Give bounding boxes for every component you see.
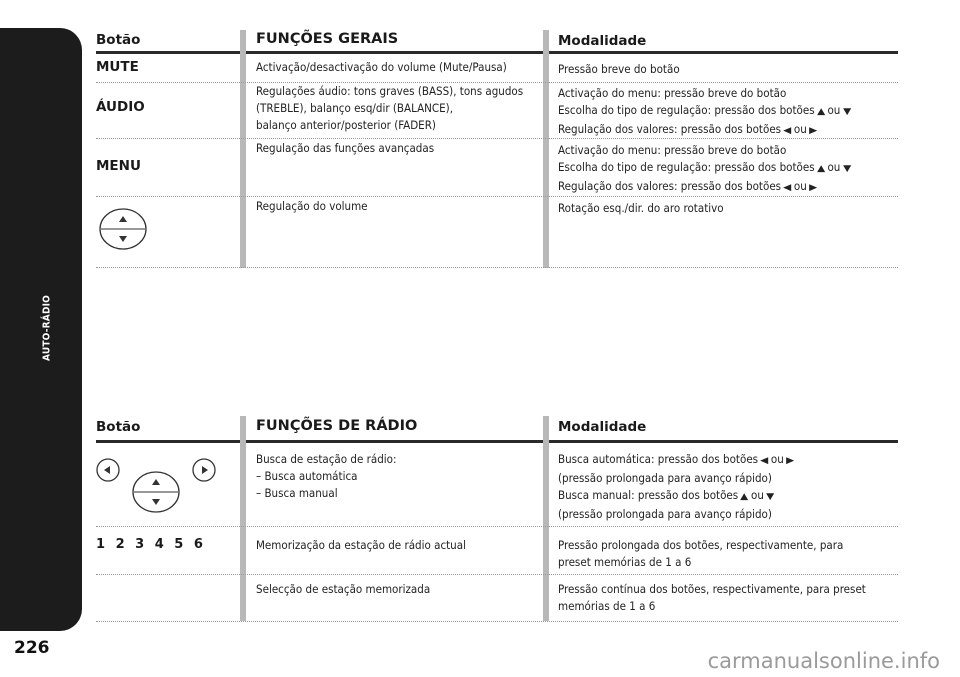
mode-cell: Activação do menu: pressão breve do botão Escolha do tipo de regulação: pressão dos botões ▲ ou ▼ Regulação dos valores: pressão dos botões ◀ ou ▶ (558, 142, 898, 197)
volume-rotary-knob-icon (98, 207, 148, 251)
arrow-down-icon: ▼ (766, 492, 775, 502)
arrow-left-icon: ◀ (783, 126, 792, 136)
row-separator (96, 267, 898, 268)
arrow-up-icon: ▲ (740, 492, 749, 502)
header-rule (96, 51, 898, 54)
preset-buttons-label: 1 2 3 4 5 6 (96, 537, 206, 552)
row-separator (96, 621, 898, 622)
button-audio-label: ÁUDIO (96, 99, 145, 115)
button-menu-label: MENU (96, 158, 141, 174)
radio-functions-table (96, 416, 898, 626)
arrow-down-icon: ▼ (842, 164, 851, 174)
function-cell: Regulações áudio: tons graves (BASS), tons agudos (TREBLE), balanço esq/dir (BALANCE), balanço anterior/posterior (FADER) (256, 84, 524, 132)
column-header-button: Botão (96, 32, 141, 48)
row-separator (96, 196, 898, 197)
row-separator (96, 138, 898, 139)
mode-cell: Pressão breve do botão (558, 62, 680, 76)
column-header-functions: FUNÇÕES DE RÁDIO (256, 418, 418, 434)
function-cell: Regulação das funções avançadas (256, 141, 435, 155)
row-separator (96, 574, 898, 575)
page-number: 226 (14, 638, 50, 658)
seek-and-tune-buttons-icon (96, 458, 220, 516)
mode-cell: Pressão prolongada dos botões, respectivamente, para preset memórias de 1 a 6 (558, 538, 844, 569)
column-header-button: Botão (96, 419, 141, 435)
mode-cell: Busca automática: pressão dos botões ◀ ou ▶ (pressão prolongada para avanço rápido) Busca manual: pressão dos botões ▲ ou ▼ (pressão prolongada para avanço rápido) (558, 452, 795, 521)
watermark: carmanualsonline.info (707, 649, 940, 673)
mode-cell: Pressão contínua dos botões, respectivamente, para preset memórias de 1 a 6 (558, 582, 866, 613)
column-header-mode: Modalidade (558, 419, 647, 435)
arrow-left-icon: ◀ (760, 456, 769, 466)
row-separator (96, 526, 898, 527)
mode-cell: Rotação esq./dir. do aro rotativo (558, 201, 724, 215)
arrow-right-icon: ▶ (786, 456, 795, 466)
arrow-up-icon: ▲ (817, 164, 826, 174)
arrow-up-icon: ▲ (817, 107, 826, 117)
arrow-right-icon: ▶ (809, 183, 818, 193)
column-divider (543, 416, 549, 621)
function-cell: Selecção de estação memorizada (256, 582, 431, 596)
column-header-functions: FUNÇÕES GERAIS (256, 31, 399, 47)
chapter-label: AUTO-RÁDIO (41, 294, 53, 362)
function-cell: Memorização da estação de rádio actual (256, 538, 466, 552)
column-divider (240, 30, 246, 268)
arrow-left-icon: ◀ (783, 183, 792, 193)
arrow-right-icon: ▶ (809, 126, 818, 136)
column-divider (240, 416, 246, 621)
function-cell: Activação/desactivação do volume (Mute/Pausa) (256, 60, 507, 74)
button-mute-label: MUTE (96, 59, 139, 75)
general-functions-table (96, 30, 898, 270)
function-cell: Busca de estação de rádio: – Busca automática – Busca manual (256, 452, 397, 500)
header-rule (96, 440, 898, 443)
mode-cell: Activação do menu: pressão breve do botão Escolha do tipo de regulação: pressão dos botões ▲ ou ▼ Regulação dos valores: pressão dos botões ◀ ou ▶ (558, 85, 898, 140)
arrow-down-icon: ▼ (842, 107, 851, 117)
column-divider (543, 30, 549, 268)
column-header-mode: Modalidade (558, 33, 647, 49)
function-cell: Regulação do volume (256, 199, 368, 213)
